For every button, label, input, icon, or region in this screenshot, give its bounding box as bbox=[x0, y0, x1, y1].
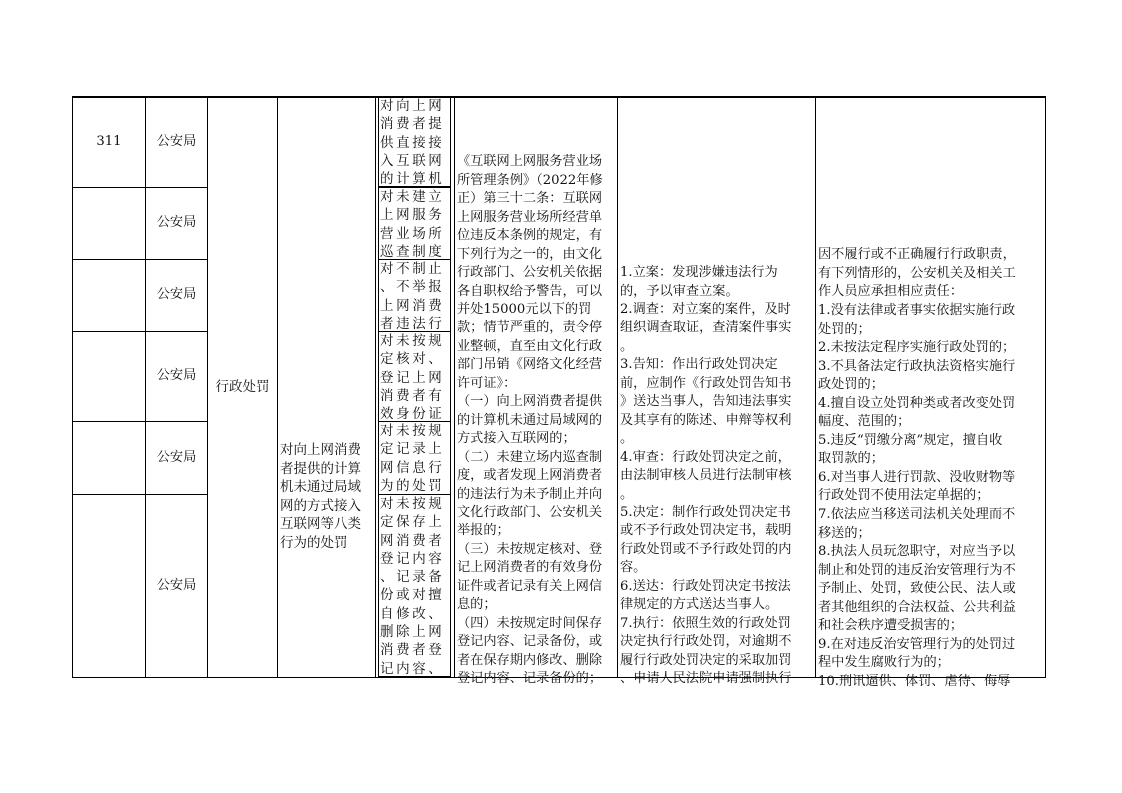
basis-clip bbox=[455, 98, 616, 687]
category-cell: 行政处罚 bbox=[215, 379, 270, 396]
sub-item-text: 对未建立 上网服务 营业场所 巡查制度 bbox=[380, 189, 445, 260]
department-cell: 公安局 bbox=[156, 134, 197, 150]
department-cell: 公安局 bbox=[156, 215, 197, 231]
sub-item-clip bbox=[380, 495, 450, 676]
row-number: 311 bbox=[96, 134, 122, 150]
sub-item-text: 对未按规 定核对、 登记上网 消费者有 效身份证 bbox=[380, 333, 445, 423]
department-cell: 公安局 bbox=[156, 449, 197, 465]
sub-item-text: 对未按规 定保存上 网消费者 登记内容 、记录备 份或对擅 自修改、 删除上网 消费者登 记内容、 bbox=[380, 496, 445, 677]
sub-item-text: 对向上网 消费者提 供直接接 入互联网 的计算机 bbox=[380, 98, 445, 188]
sub-item-clip bbox=[380, 332, 450, 421]
procedure-clip bbox=[618, 98, 814, 687]
responsibility-clip bbox=[816, 98, 1044, 689]
sub-item-clip bbox=[380, 97, 450, 186]
department-cell: 公安局 bbox=[156, 577, 197, 593]
sub-item-clip bbox=[380, 188, 450, 259]
sub-item-clip bbox=[380, 422, 450, 494]
responsibility-text: 因不履行或不正确履行行政职责， 有下列情形的，公安机关及相关工 作人员应承担相应责任： 1.没有法律或者事实依据实施行政 处罚的； 2.未按法定程序实施行政处罚的； 3.不具备法定行政执法资格实施行 政处罚的； 4.擅自设立处罚种类或者改变处罚 幅度、范围的； 5.违反“罚缴分离”规定，擅自收 取罚款的； 6.对当事人进行罚款、没收财物等 行政处罚不使用法定单据的； 7.依法应当移送司法机关处理而不 移送的； 8.执法人员玩忽职守，对应当予以 制止和处罚的违反治安管理行为不 予制止、处罚，致使公民、法人或 者其他组织的合法权益、公共利益 和社会秩序遭受损害的； 9.在对违反治安管理行为的处罚过 程中发生腐败行为的； 10.刑讯逼供、体罚、虐待、侮辱 bbox=[818, 247, 1016, 689]
legal-basis-text: 《互联网上网服务营业场 所管理条例》（2022年修 正）第三十二条：互联网 上网服务营业场所经营单 位违反本条例的规定，有 下列行为之一的，由文化 行政部门、公安机关依据 各自职权给予警告，可以 并处15000元以下的罚 款；情节严重的，责令停 业整顿，直至由文化行政 部门吊销《网络文化经营 许可证》： （一）向上网消费者提供 的计算机未通过局域网的 方式接入互联网的； （二）未建立场内巡查制 度，或者发现上网消费者 的违法行为未予制止并向 文化行政部门、公安机关 举报的； （三）未按规定核对、登 记上网消费者的有效身份 证件或者记录有关上网信 息的； （四）未按规定时间保存 登记内容、记录备份，或 者在保存期内修改、删除 登记内容、记录备份的； bbox=[457, 154, 603, 687]
department-cell: 公安局 bbox=[156, 287, 197, 303]
procedure-text: 1.立案：发现涉嫌违法行为 的，予以审查立案。 2.调查：对立案的案件，及时 组织调查取证，查清案件事实 。 3.告知：作出行政处罚决定 前，应制作《行政处罚告知书 》送达当事人，告知违法事实 及其享有的陈述、申辩等权利 。 4.审查：行政处罚决定之前， 由法制审核人员进行法制审核 。 5.决定：制作行政处罚决定书 或不予行政处罚决定书，载明 行政处罚或不予行政处罚的内 容。 6.送达：行政处罚决定书按法 律规定的方式送达当事人。 7.执行：依照生效的行政处罚 决定执行行政处罚，对逾期不 履行行政处罚决定的采取加罚 、申请人民法院申请强制执行 bbox=[620, 265, 792, 687]
col-border-3 bbox=[277, 96, 278, 678]
sub-item-clip bbox=[380, 260, 450, 331]
department-cell: 公安局 bbox=[156, 368, 197, 384]
col-border-4 bbox=[375, 96, 376, 678]
sub-item-text: 对未按规 定记录上 网信息行 为的处罚 bbox=[380, 423, 445, 494]
sub-item-text: 对不制止 、不举报 上网消费 者违法行 bbox=[380, 261, 445, 332]
col-border-8 bbox=[1045, 96, 1046, 678]
item-name-cell: 对向上网消费者提供的计算机未通过局域网的方式接入互联网等八类行为的处罚 bbox=[280, 442, 361, 551]
